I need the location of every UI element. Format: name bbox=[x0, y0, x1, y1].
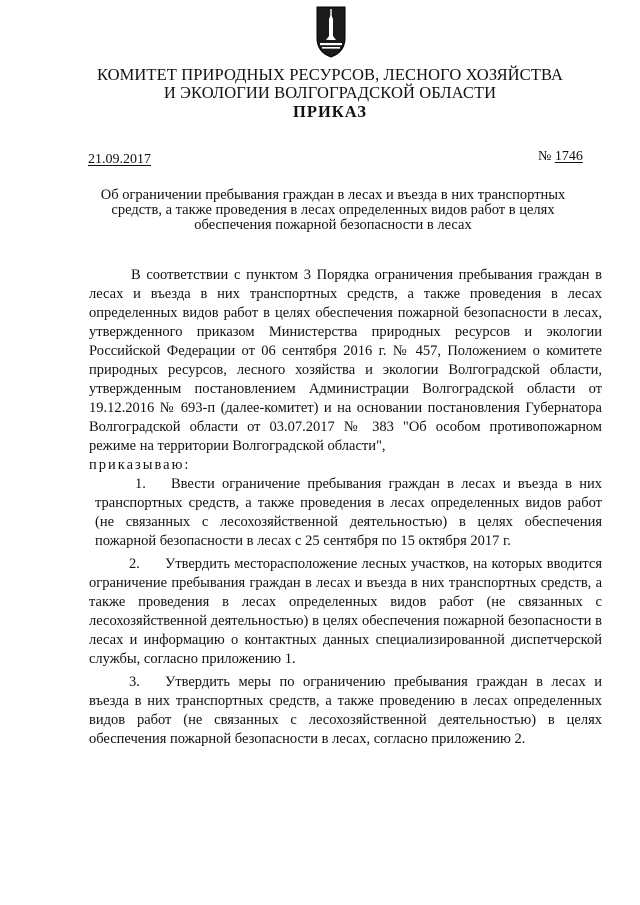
order-subject-line3: обеспечения пожарной безопасности в лесах bbox=[194, 217, 472, 233]
order-date: 21.09.2017 bbox=[88, 152, 151, 167]
order-subject-line2: средств, а также проведения в лесах определенных видов работ в целях bbox=[111, 202, 555, 218]
order-number-value: 1746 bbox=[554, 149, 583, 164]
item-text: Утвердить меры по ограничению пребывания граждан в лесах и въезда в них транспортных средств, а также проведению в лесах определенных видов работ (не связанных с лесохозяйственной деятельностью) в целях обеспечения пожарной безопасности в лесах, согласно приложению 2. bbox=[89, 674, 602, 747]
order-number bbox=[538, 149, 583, 165]
document-type-title: ПРИКАЗ bbox=[293, 102, 367, 121]
organization-name-line2: И ЭКОЛОГИИ ВОЛГОГРАДСКОЙ ОБЛАСТИ bbox=[163, 83, 497, 102]
order-item-3 bbox=[89, 673, 602, 749]
item-number: 1. bbox=[135, 476, 146, 492]
order-word: приказываю: bbox=[89, 457, 191, 473]
order-item-1 bbox=[95, 475, 602, 551]
intro-paragraph: В соответствии с пунктом 3 Порядка ограничения пребывания граждан в лесах и въезда в них транспортных средств, а также проведения в лесах определенных видов работ в целях обеспечения пожарной безопасности в лесах, утвержденного приказом Министерства природных ресурсов и экологии Российской Федерации от 06 сентября 2016 г. № 457, Положением о комитете природных ресурсов, лесного хозяйства и экологии Волгоградской области, утвержденным постановлением Администрации Волгоградской области от 19.12.2016 № 693-п (далее-комитет) и на основании постановления Губернатора Волгоградской области от 03.07.2017 № 383 "Об особом противопожарном режиме на территории Волгоградской области", bbox=[89, 267, 602, 454]
order-number-prefix: № bbox=[538, 149, 552, 164]
organization-name-line1: КОМИТЕТ ПРИРОДНЫХ РЕСУРСОВ, ЛЕСНОГО ХОЗЯЙСТВА bbox=[96, 65, 564, 84]
item-number: 2. bbox=[129, 556, 140, 572]
item-text: Утвердить месторасположение лесных участков, на которых вводится ограничение пребывания граждан в лесах и въезда в них транспортных средств, а также проведения в лесах определенных видов работ (не связанных с лесохозяйственной деятельностью) в целях обеспечения пожарной безопасности в лесах и информацию о контактных данных специализированной диспетчерской службы, согласно приложению 1. bbox=[89, 556, 602, 667]
order-body bbox=[89, 266, 602, 753]
item-text: Ввести ограничение пребывания граждан в лесах и въезда в них транспортных средств, а также проведения в лесах определенных видов работ (не связанных с лесохозяйственной деятельностью) в целях обеспечения пожарной безопасности в лесах с 25 сентября по 15 октября 2017 г. bbox=[95, 476, 602, 549]
order-subject bbox=[90, 188, 576, 233]
order-subject-line1: Об ограничении пребывания граждан в лесах и въезда в них транспортных bbox=[100, 187, 566, 203]
order-item-2 bbox=[89, 555, 602, 669]
item-number: 3. bbox=[129, 674, 140, 690]
organization-name bbox=[60, 66, 600, 102]
coat-of-arms-emblem-icon bbox=[316, 6, 346, 58]
